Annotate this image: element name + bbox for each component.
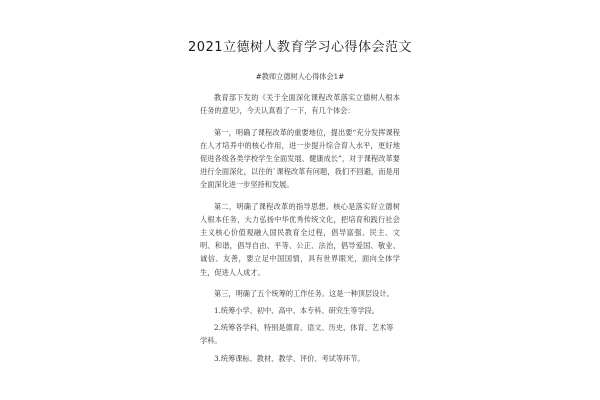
paragraph-intro: 教育部下发的《关于全面深化课程改革落实立德树人根本任务的意见》，今天认真看了一下，有几个体会：: [200, 93, 400, 116]
paragraph-first-point: 第一，明确了课程改革的重要地位，提出要“充分发挥课程在人才培养中的核心作用，进一步提升综合育人水平，更好地促进各级各类学校学生全面发展、健康成长”，对于课程改革要进行全面深化，以往的`课程改革有问题，我们不回避，而是用全面深化进一步坚持和发展。: [200, 127, 400, 190]
paragraph-third-point: 第三，明确了五个统筹的工作任务。这是一种顶层设计。: [214, 288, 394, 298]
list-item: 1.统筹小学、初中、高中、本专科、研究生等学段。: [214, 306, 379, 316]
list-item: 2.统筹各学科，特别是德育、语文、历史、体育、艺术等学科。: [200, 323, 394, 346]
document-title: 2021立德树人教育学习心得体会范文: [187, 40, 413, 55]
document-subtitle: #教师立德树人心得体会1#: [255, 72, 345, 81]
document-body: [200, 70, 400, 369]
list-item: 3.统筹课标、教材、教学、评价、考试等环节。: [214, 353, 365, 363]
paragraph-second-point: 第二，明确了课程改革的指导思想。核心是落实好立德树人根本任务，大力弘扬中华优秀传统文化，把培育和践行社会主义核心价值观融入国民教育全过程，倡导富强、民主、文明、和谐，倡导自由、平等、公正、法治，倡导爱国、敬业、诚信、友善，要立足中国国情，具有世界眼光，面向全体学生，促进人人成才。: [200, 201, 400, 277]
